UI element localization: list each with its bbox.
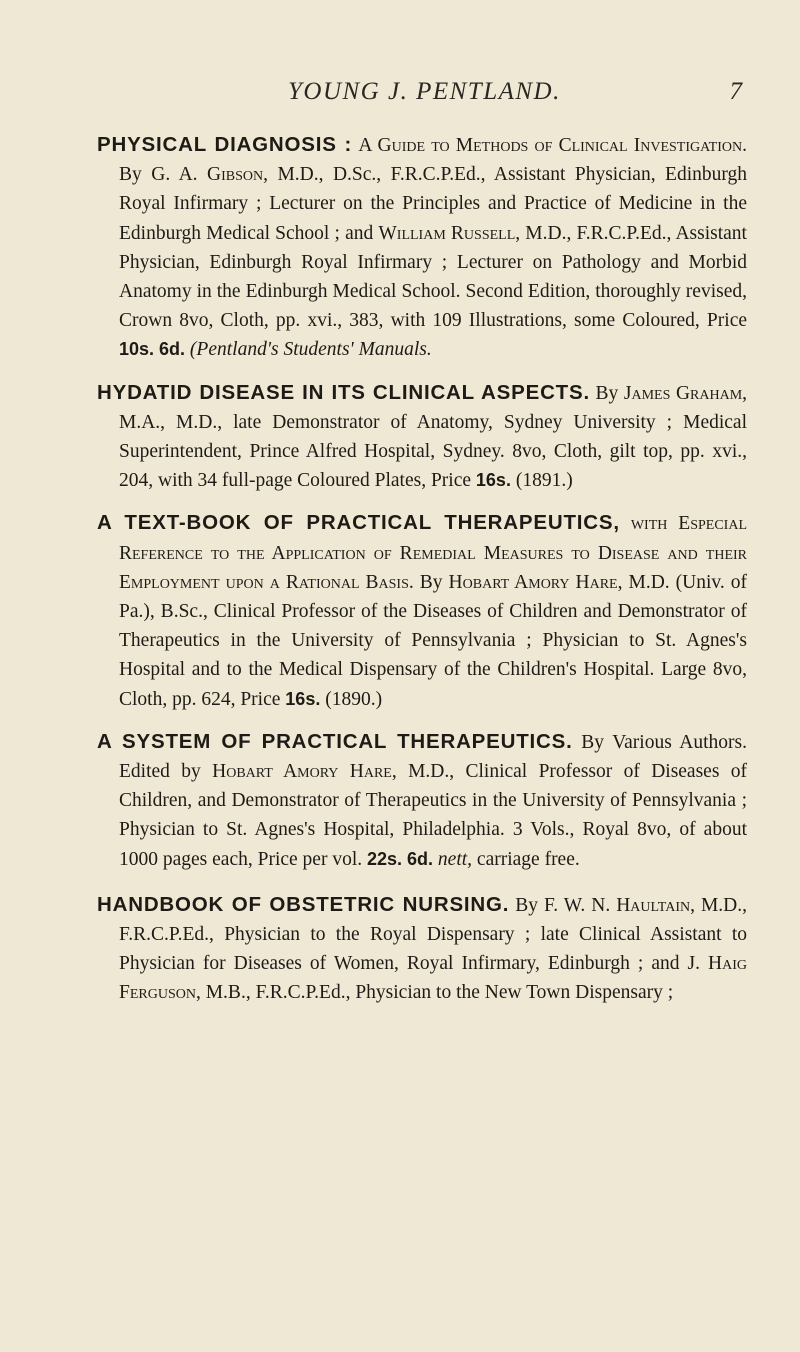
entry-by: By (119, 164, 142, 186)
entry-author: G. A. Gibson, (151, 164, 268, 186)
entry-by: By F. W. N. (515, 894, 611, 916)
entry-text: By Various Authors. Edited by (119, 731, 747, 783)
entry-title: HANDBOOK OF OBSTETRIC NURSING. (97, 892, 510, 916)
entry-title: HYDATID DISEASE IN ITS CLINICAL ASPECTS. (97, 380, 590, 404)
running-title: YOUNG J. PENTLAND. (288, 78, 561, 105)
catalogue-entry (97, 727, 747, 874)
entry-text: M.A., M.D., late Demonstrator of Anatomy, Sydney University ; Medical Superintendent, Prince Alfred Hospital, Sydney. 8vo, Cloth, gilt top, pp. xvi., 204, with 34 full-page Coloured Plates, Price (119, 411, 747, 492)
entry-date: (1890.) (325, 688, 383, 710)
entry-subtitle: with Especial Reference to the Application of Remedial Measures to Disease and their Employment upon a Rational Basis. (119, 513, 748, 593)
entry-author: Hobart Amory Hare, (448, 571, 623, 593)
entry-text: carriage free. (476, 848, 580, 870)
entry-title: A SYSTEM OF PRACTICAL THERAPEUTICS. (97, 729, 573, 753)
entry-title: PHYSICAL DIAGNOSIS : (97, 133, 353, 156)
entry-price: 22s. 6d. (367, 848, 434, 869)
entry-title: A TEXT-BOOK OF PRACTICAL THERAPEUTICS, (97, 511, 620, 535)
running-head (120, 78, 760, 118)
entry-author: James Graham, (623, 382, 748, 404)
catalogue-entry (97, 130, 747, 365)
entry-nett: nett, (437, 848, 473, 870)
entry-price: 16s. (285, 688, 321, 709)
entry-by: By (595, 382, 619, 404)
catalogue-entry (97, 890, 747, 1008)
entry-text: M.D., D.Sc., F.R.C.P.Ed., Assistant Physician, Edinburgh Royal Infirmary ; Lecturer on the Principles and Practice of Medicine in the Edinburgh Medical School ; and (119, 164, 748, 244)
page-number: 7 (729, 78, 742, 105)
entry-author: Hobart Amory Hare, (212, 761, 397, 783)
entry-date: (1891.) (515, 470, 573, 492)
entry-author: William Russell, (378, 222, 521, 244)
entry-subtitle: A Guide to Methods of Clinical Investigation. (358, 135, 747, 156)
entry-text: M.D., F.R.C.P.Ed., Assistant Physician, Edinburgh Royal Infirmary ; Lecturer on Pathology and Morbid Anatomy in the Edinburgh Medical School. Second Edition, thoroughly revised, Crown 8vo, Cloth, pp. xvi., 383, with 109 Illustrations, some Coloured, Price (119, 222, 747, 332)
entry-author: Haultain, (616, 894, 695, 916)
entry-text: M.B., F.R.C.P.Ed., Physician to the New Town Dispensary ; (205, 982, 674, 1004)
entry-by: By (419, 571, 443, 593)
entry-text: M.D., Clinical Professor of Diseases of Children, and Demonstrator of Therapeutics in the University of Pennsylvania ; Physician to St. Agnes's Hospital, Philadelphia. 3 Vols., Royal 8vo, of about 1000 pages each, Price per vol. (119, 761, 748, 870)
entry-series: (Pentland's Students' Manuals. (189, 339, 432, 361)
catalogue-entries (97, 130, 747, 1021)
entry-author: J. Haig Ferguson, (119, 953, 747, 1004)
catalogue-entry (97, 378, 747, 496)
catalogue-entry (97, 508, 747, 713)
entry-price: 10s. 6d. (119, 339, 186, 360)
entry-price: 16s. (475, 470, 511, 491)
entry-text: M.D., F.R.C.P.Ed., Physician to the Royal Dispensary ; late Clinical Assistant to Physician for Diseases of Women, Royal Infirmary, Edinburgh ; and (119, 894, 748, 975)
entry-text: M.D. (Univ. of Pa.), B.Sc., Clinical Professor of the Diseases of Children and Demonstrator of Therapeutics in the University of Pennsylvania ; Physician to St. Agnes's Hospital and to the Medical Dispensary of the Children's Hospital. Large 8vo, Cloth, pp. 624, Price (119, 571, 748, 710)
